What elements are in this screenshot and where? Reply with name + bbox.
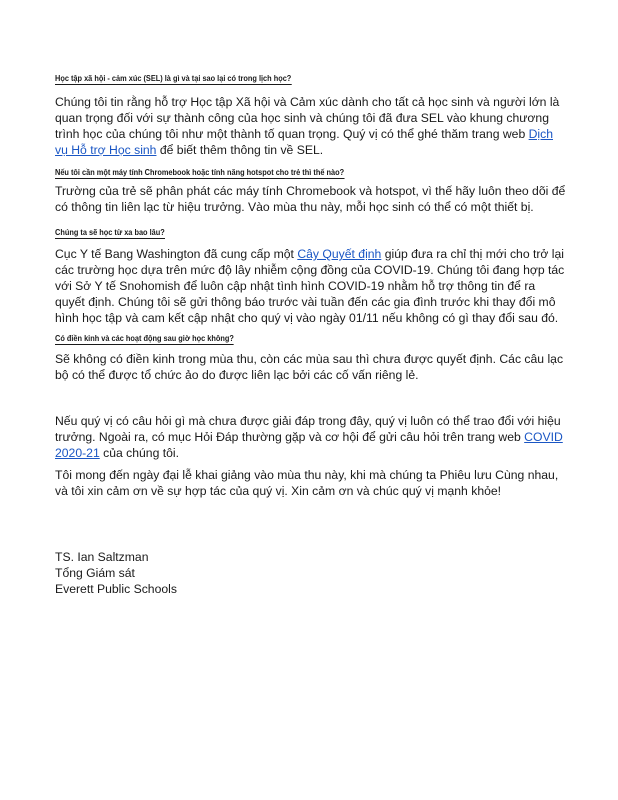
- paragraph-text: giúp đưa ra chỉ thị mới cho trở lại các trường học dựa trên mức độ lây nhiễm cộng đồng của COVID-19. Chúng tôi đang hợp tác với Sở Y tế Snohomish để luôn cập nhật tình hình COVID-19 nhằm hỗ trợ thông tin để ra quyết định. Chúng tôi sẽ gửi thông báo trước vài tuần đến các gia đình trước khi thay đổi mô hình học tập và cam kết cập nhật cho quý vị vào ngày 01/11 nếu không có gì thay đổi sau đó.: [55, 247, 565, 325]
- inline-link[interactable]: Dịch vụ Hỗ trợ Học sinh: [55, 126, 553, 157]
- signature-title: Tổng Giám sát: [55, 566, 135, 580]
- paragraph-text: Tôi mong đến ngày đại lễ khai giảng vào mùa thu này, khi mà chúng ta Phiêu lưu Cùng nhau, và tôi xin cảm ơn về sự hợp tác của quý vị. Xin cảm ơn và chúc quý vị mạnh khỏe!: [55, 468, 559, 498]
- paragraph-text: để biết thêm thông tin về SEL.: [156, 142, 324, 157]
- heading-text: Nếu tôi cần một máy tính Chromebook hoặc tính năng hotspot cho trẻ thì thế nào?: [55, 167, 345, 177]
- paragraph-text: của chúng tôi.: [99, 445, 180, 460]
- section-heading-remote: [55, 227, 506, 239]
- signature-org: Everett Public Schools: [55, 582, 177, 596]
- paragraph-text: Chúng tôi tin rằng hỗ trợ Học tập Xã hội và Cảm xúc dành cho tất cả học sinh và người lớn là quan trọng đối với sự thành công của học sinh và chúng tôi đã đưa SEL vào khung chương trình học của chúng tôi như một thành tố quan trọng. Quý vị có thể ghé thăm trang web: [55, 95, 560, 141]
- signature-name: TS. Ian Saltzman: [55, 550, 149, 564]
- paragraph-text: Cục Y tế Bang Washington đã cung cấp một: [55, 247, 298, 261]
- section-body-sel: [55, 95, 567, 159]
- section-heading-sel: [55, 73, 506, 85]
- heading-text: Học tập xã hội - cảm xúc (SEL) là gì và tại sao lại có trong lịch học?: [55, 73, 292, 83]
- section-body-remote: [55, 247, 567, 327]
- inline-link[interactable]: Cây Quyết định: [297, 247, 382, 261]
- closing-questions: [55, 414, 567, 462]
- section-heading-athletics: [55, 333, 506, 345]
- paragraph-text: Trường của trẻ sẽ phân phát các máy tính Chromebook và hotspot, vì thế hãy luôn theo dõi để có thông tin liên lạc từ hiệu trưởng. Vào mùa thu này, mỗi học sinh có thể có một thiết bị.: [55, 184, 566, 214]
- closing-thanks: [55, 468, 567, 500]
- heading-text: Có điền kinh và các hoạt động sau giờ học không?: [55, 333, 234, 343]
- heading-text: Chúng ta sẽ học từ xa bao lâu?: [55, 227, 165, 237]
- inline-link[interactable]: COVID 2020-21: [55, 429, 563, 460]
- section-heading-chromebook: [55, 167, 506, 179]
- section-body-chromebook: [55, 184, 567, 216]
- section-body-athletics: [55, 352, 567, 384]
- paragraph-text: Nếu quý vị có câu hỏi gì mà chưa được giải đáp trong đây, quý vị luôn có thể trao đổi với hiệu trưởng. Ngoài ra, có mục Hỏi Đáp thường gặp và cơ hội để gửi câu hỏi trên trang web: [55, 414, 561, 444]
- paragraph-text: Sẽ không có điền kinh trong mùa thu, còn các mùa sau thì chưa được quyết định. Các câu lạc bộ có thể được tổ chức ảo do được liên lạc bởi các cố vấn riêng lẻ.: [55, 352, 564, 382]
